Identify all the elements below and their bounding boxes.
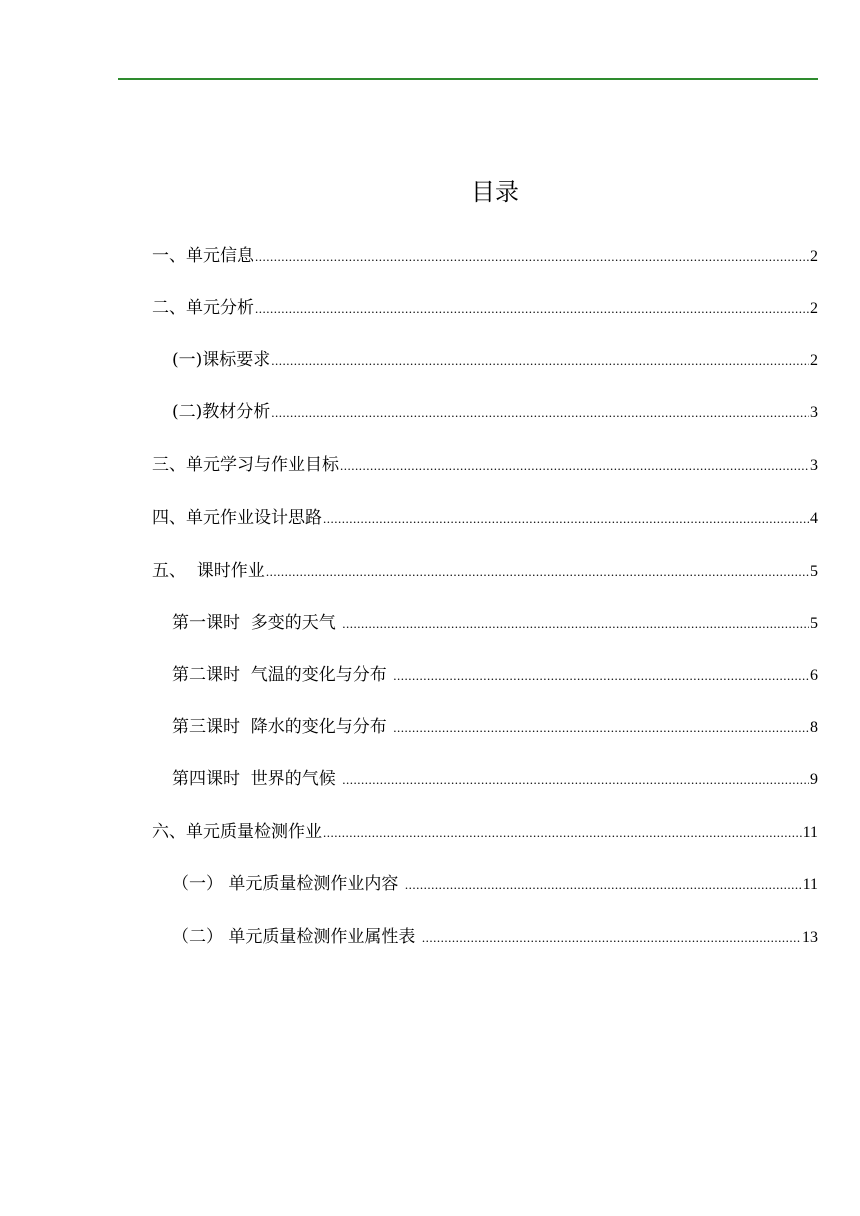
toc-entry-lesson-2[interactable]: [172, 663, 818, 687]
toc-entry-lesson-3[interactable]: [172, 715, 818, 739]
toc-entry-page: 9: [810, 771, 818, 788]
toc-entry-label: 第二课时 气温的变化与分布: [172, 665, 393, 685]
toc-entry-unit-info[interactable]: [152, 244, 818, 268]
dot-leader: [266, 560, 809, 584]
toc-entry-label: (一)课标要求: [172, 350, 271, 370]
toc-entry-page: 3: [810, 457, 818, 474]
toc-entry-page: 13: [802, 929, 818, 946]
dot-leader: [255, 297, 809, 321]
toc-entry-label: 二、单元分析: [152, 298, 254, 318]
dot-leader: [323, 821, 802, 845]
dot-leader: [323, 507, 809, 531]
dot-leader: [271, 401, 809, 425]
toc-entry-page: 11: [802, 824, 818, 841]
toc-entry-label: 第三课时 降水的变化与分布: [172, 717, 393, 737]
toc-entry-label: (二)教材分析: [172, 402, 271, 422]
toc-entry-page: 2: [810, 248, 818, 265]
toc-title: 目录: [471, 178, 519, 206]
dot-leader: [340, 454, 809, 478]
toc-entry-label: 一、单元信息: [152, 246, 254, 266]
toc-entry-label: 六、单元质量检测作业: [152, 822, 322, 842]
header-rule: [118, 78, 818, 80]
dot-leader: [342, 768, 809, 792]
dot-leader: [393, 664, 809, 688]
toc-entry-quality-test[interactable]: [152, 820, 818, 844]
toc-entry-lesson-1[interactable]: [172, 611, 818, 635]
toc-entry-quality-test-attributes[interactable]: [172, 925, 818, 949]
toc-entry-page: 6: [810, 667, 818, 684]
toc-entry-page: 5: [810, 563, 818, 580]
toc-entry-label: 四、单元作业设计思路: [152, 508, 322, 528]
dot-leader: [255, 245, 809, 269]
dot-leader: [422, 926, 801, 950]
toc-entry-label: 五、 课时作业: [152, 561, 265, 581]
toc-entry-page: 2: [810, 300, 818, 317]
toc-entry-page: 2: [810, 352, 818, 369]
toc-entry-lesson-homework[interactable]: [152, 559, 818, 583]
dot-leader: [393, 716, 809, 740]
toc-entry-lesson-4[interactable]: [172, 767, 818, 791]
toc-entry-page: 8: [810, 719, 818, 736]
toc-entry-label: 三、单元学习与作业目标: [152, 455, 339, 475]
toc-entry-learning-goals[interactable]: [152, 453, 818, 477]
toc-entry-quality-test-content[interactable]: [172, 872, 818, 896]
toc-entry-page: 4: [810, 510, 818, 527]
toc-entry-label: （一） 单元质量检测作业内容: [172, 874, 404, 894]
toc-entry-label: 第四课时 世界的气候: [172, 769, 342, 789]
toc-entry-page: 3: [810, 404, 818, 421]
dot-leader: [405, 873, 802, 897]
dot-leader: [271, 349, 809, 373]
toc-entry-label: 第一课时 多变的天气: [172, 613, 342, 633]
toc-entry-label: （二） 单元质量检测作业属性表: [172, 927, 421, 947]
toc-entry-unit-analysis[interactable]: [152, 296, 818, 320]
toc-entry-page: 11: [802, 876, 818, 893]
toc-entry-design-ideas[interactable]: [152, 506, 818, 530]
dot-leader: [342, 612, 809, 636]
toc-entry-curriculum-standards[interactable]: [172, 348, 818, 372]
toc-entry-page: 5: [810, 615, 818, 632]
toc-entry-textbook-analysis[interactable]: [172, 400, 818, 424]
